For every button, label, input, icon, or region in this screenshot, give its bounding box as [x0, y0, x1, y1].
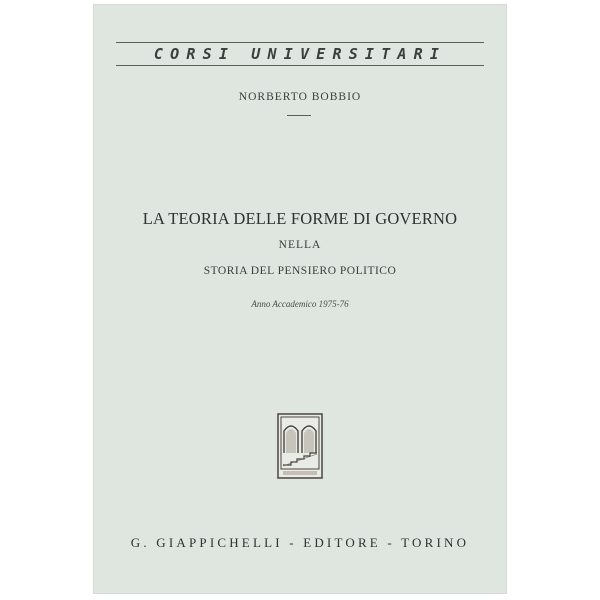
title-connector: NELLA: [278, 239, 322, 251]
series-rule-top: [116, 42, 484, 43]
book-cover: [94, 5, 506, 593]
series-rule-bottom: [116, 65, 484, 66]
series-title: CORSI UNIVERSITARI: [153, 45, 447, 63]
publisher-line: G. GIAPPICHELLI - EDITORE - TORINO: [130, 535, 470, 550]
author-rule: [287, 115, 311, 116]
publisher-colophon-icon: [277, 413, 323, 479]
book-subtitle: STORIA DEL PENSIERO POLITICO: [203, 265, 397, 277]
series-header: [116, 42, 484, 66]
author-name: NORBERTO BOBBIO: [238, 91, 362, 103]
academic-year: Anno Accademico 1975-76: [251, 299, 349, 309]
book-title: LA TEORIA DELLE FORME DI GOVERNO: [142, 209, 458, 228]
